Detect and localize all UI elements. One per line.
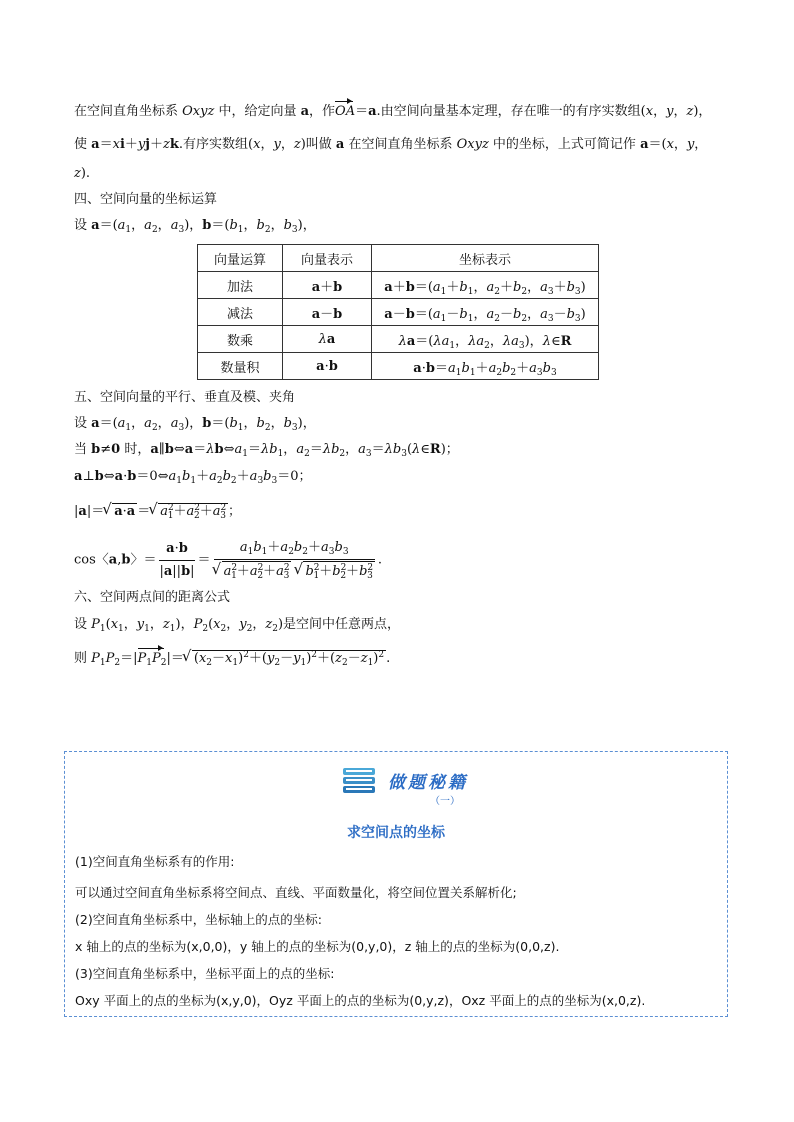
table-header: 向量表示 <box>283 245 372 272</box>
section6-heading: 六、空间两点间的距离公式 <box>74 590 231 605</box>
table-cell-coord: $a-b=(a_1-b_1$，$a_2-b_2$，$a_3-b_3$) <box>372 299 599 326</box>
tips-box <box>64 751 728 1017</box>
table-cell-coord: $a+b=(a_1+b_1$，$a_2+b_2$，$a_3+b_3$) <box>372 272 599 299</box>
table-cell-rep: a－b <box>283 299 372 326</box>
section4-setup: 设 $a=(a_1$，$a_2$，$a_3$)，$b=(b_1$，$b_2$，$b_3$)， <box>74 218 316 235</box>
distance-formula: 则 $P_1P_2=|P_1P_2|=√$ $(x_2-x_1)^2+(y_2-y_1)^2+(z_2-z_1)^2$ . <box>74 650 390 667</box>
section5-setup: 设 $a=(a_1$，$a_2$，$a_3$)，$b=(b_1$，$b_2$，$b_3$)， <box>74 416 316 433</box>
table-cell-rep: λa <box>283 326 372 353</box>
table-cell-op: 减法 <box>198 299 283 326</box>
badge-title: 做题秘籍 <box>388 773 468 793</box>
modulus-formula: |a|＝√ a·a ＝√ $a^2_1+a^2_2+a^2_3$ ； <box>74 503 241 520</box>
tips-line: 可以通过空间直角坐标系将空间点、直线、平面数量化，将空间位置关系解析化; <box>75 885 517 900</box>
tips-line: Oxy 平面上的点的坐标为(x,y,0)，Oyz 平面上的点的坐标为(0,y,z)，Oxz 平面上的点的坐标为(x,0,z). <box>75 993 646 1008</box>
badge-subtitle: （一） <box>430 796 460 807</box>
parallel-condition: 当 b≠0 时，$a\parallel b\Leftrightarrow a=\lambda b\Leftrightarrow a_1=\lambda b_1$，$a_2=\lambda b_2$，$a_3=\lambda b_3(\lambda\in R)$； <box>74 442 459 459</box>
table-cell-op: 数量积 <box>198 353 283 380</box>
intro-line-1: 在空间直角坐标系 Oxyz 中，给定向量 a，作OA＝a.由空间向量基本定理，存在唯一的有序实数组(x，y，z)， <box>74 104 712 119</box>
table-cell-op: 数乘 <box>198 326 283 353</box>
table-cell-op: 加法 <box>198 272 283 299</box>
table-row <box>198 353 599 380</box>
tips-line: x 轴上的点的坐标为(x,0,0)，y 轴上的点的坐标为(0,y,0)，z 轴上的点的坐标为(0,0,z). <box>75 939 560 954</box>
table-row <box>198 272 599 299</box>
table-cell-coord: $\lambda a=(\lambda a_1$，$\lambda a_2$，$\lambda a_3$)，λ∈R <box>372 326 599 353</box>
tips-badge <box>340 764 490 807</box>
intro-line-2: 使 a＝xi＋yj＋zk.有序实数组(x，y，z)叫做 a 在空间直角坐标系 Oxyz 中的坐标，上式可简记作 a＝(x，y， <box>74 137 708 152</box>
tips-line: (2)空间直角坐标系中，坐标轴上的点的坐标: <box>75 912 322 927</box>
tips-line: (3)空间直角坐标系中，坐标平面上的点的坐标: <box>75 966 335 981</box>
table-cell-rep: a·b <box>283 353 372 380</box>
intro-line-3: z). <box>74 166 91 181</box>
tips-title: 求空间点的坐标 <box>347 825 445 841</box>
cosine-formula: cos〈a,b〉＝ $\frac{a\cdot b}{|a||b|}$ ＝ $a_1b_1+a_2b_2+a_3b_3$ √ $a^2_1+a^2_2+a^2_3$ √ $b^2_1+b^2_2+b^2_3$ . <box>74 538 382 582</box>
perpendicular-condition: $a\perp b\Leftrightarrow a\cdot b=0\Leftrightarrow a_1b_1+a_2b_2+a_3b_3=0$； <box>74 469 312 486</box>
vector-oa: OA <box>335 104 356 119</box>
books-icon <box>340 764 380 800</box>
table-header-row <box>198 245 599 272</box>
table-header: 向量运算 <box>198 245 283 272</box>
table-row <box>198 326 599 353</box>
table-header: 坐标表示 <box>372 245 599 272</box>
section5-heading: 五、空间向量的平行、垂直及模、夹角 <box>74 390 296 405</box>
tips-line: (1)空间直角坐标系有的作用: <box>75 854 235 869</box>
table-row <box>198 299 599 326</box>
section6-setup: 设 $P_1(x_1$，$y_1$，$z_1$)，$P_2(x_2$，$y_2$，$z_2$)是空间中任意两点， <box>74 617 401 634</box>
coordinate-operations-table <box>197 244 599 380</box>
table-cell-rep: a＋b <box>283 272 372 299</box>
section4-heading: 四、空间向量的坐标运算 <box>74 192 218 207</box>
table-cell-coord: $a\cdot b=a_1b_1+a_2b_2+a_3b_3$ <box>372 353 599 380</box>
